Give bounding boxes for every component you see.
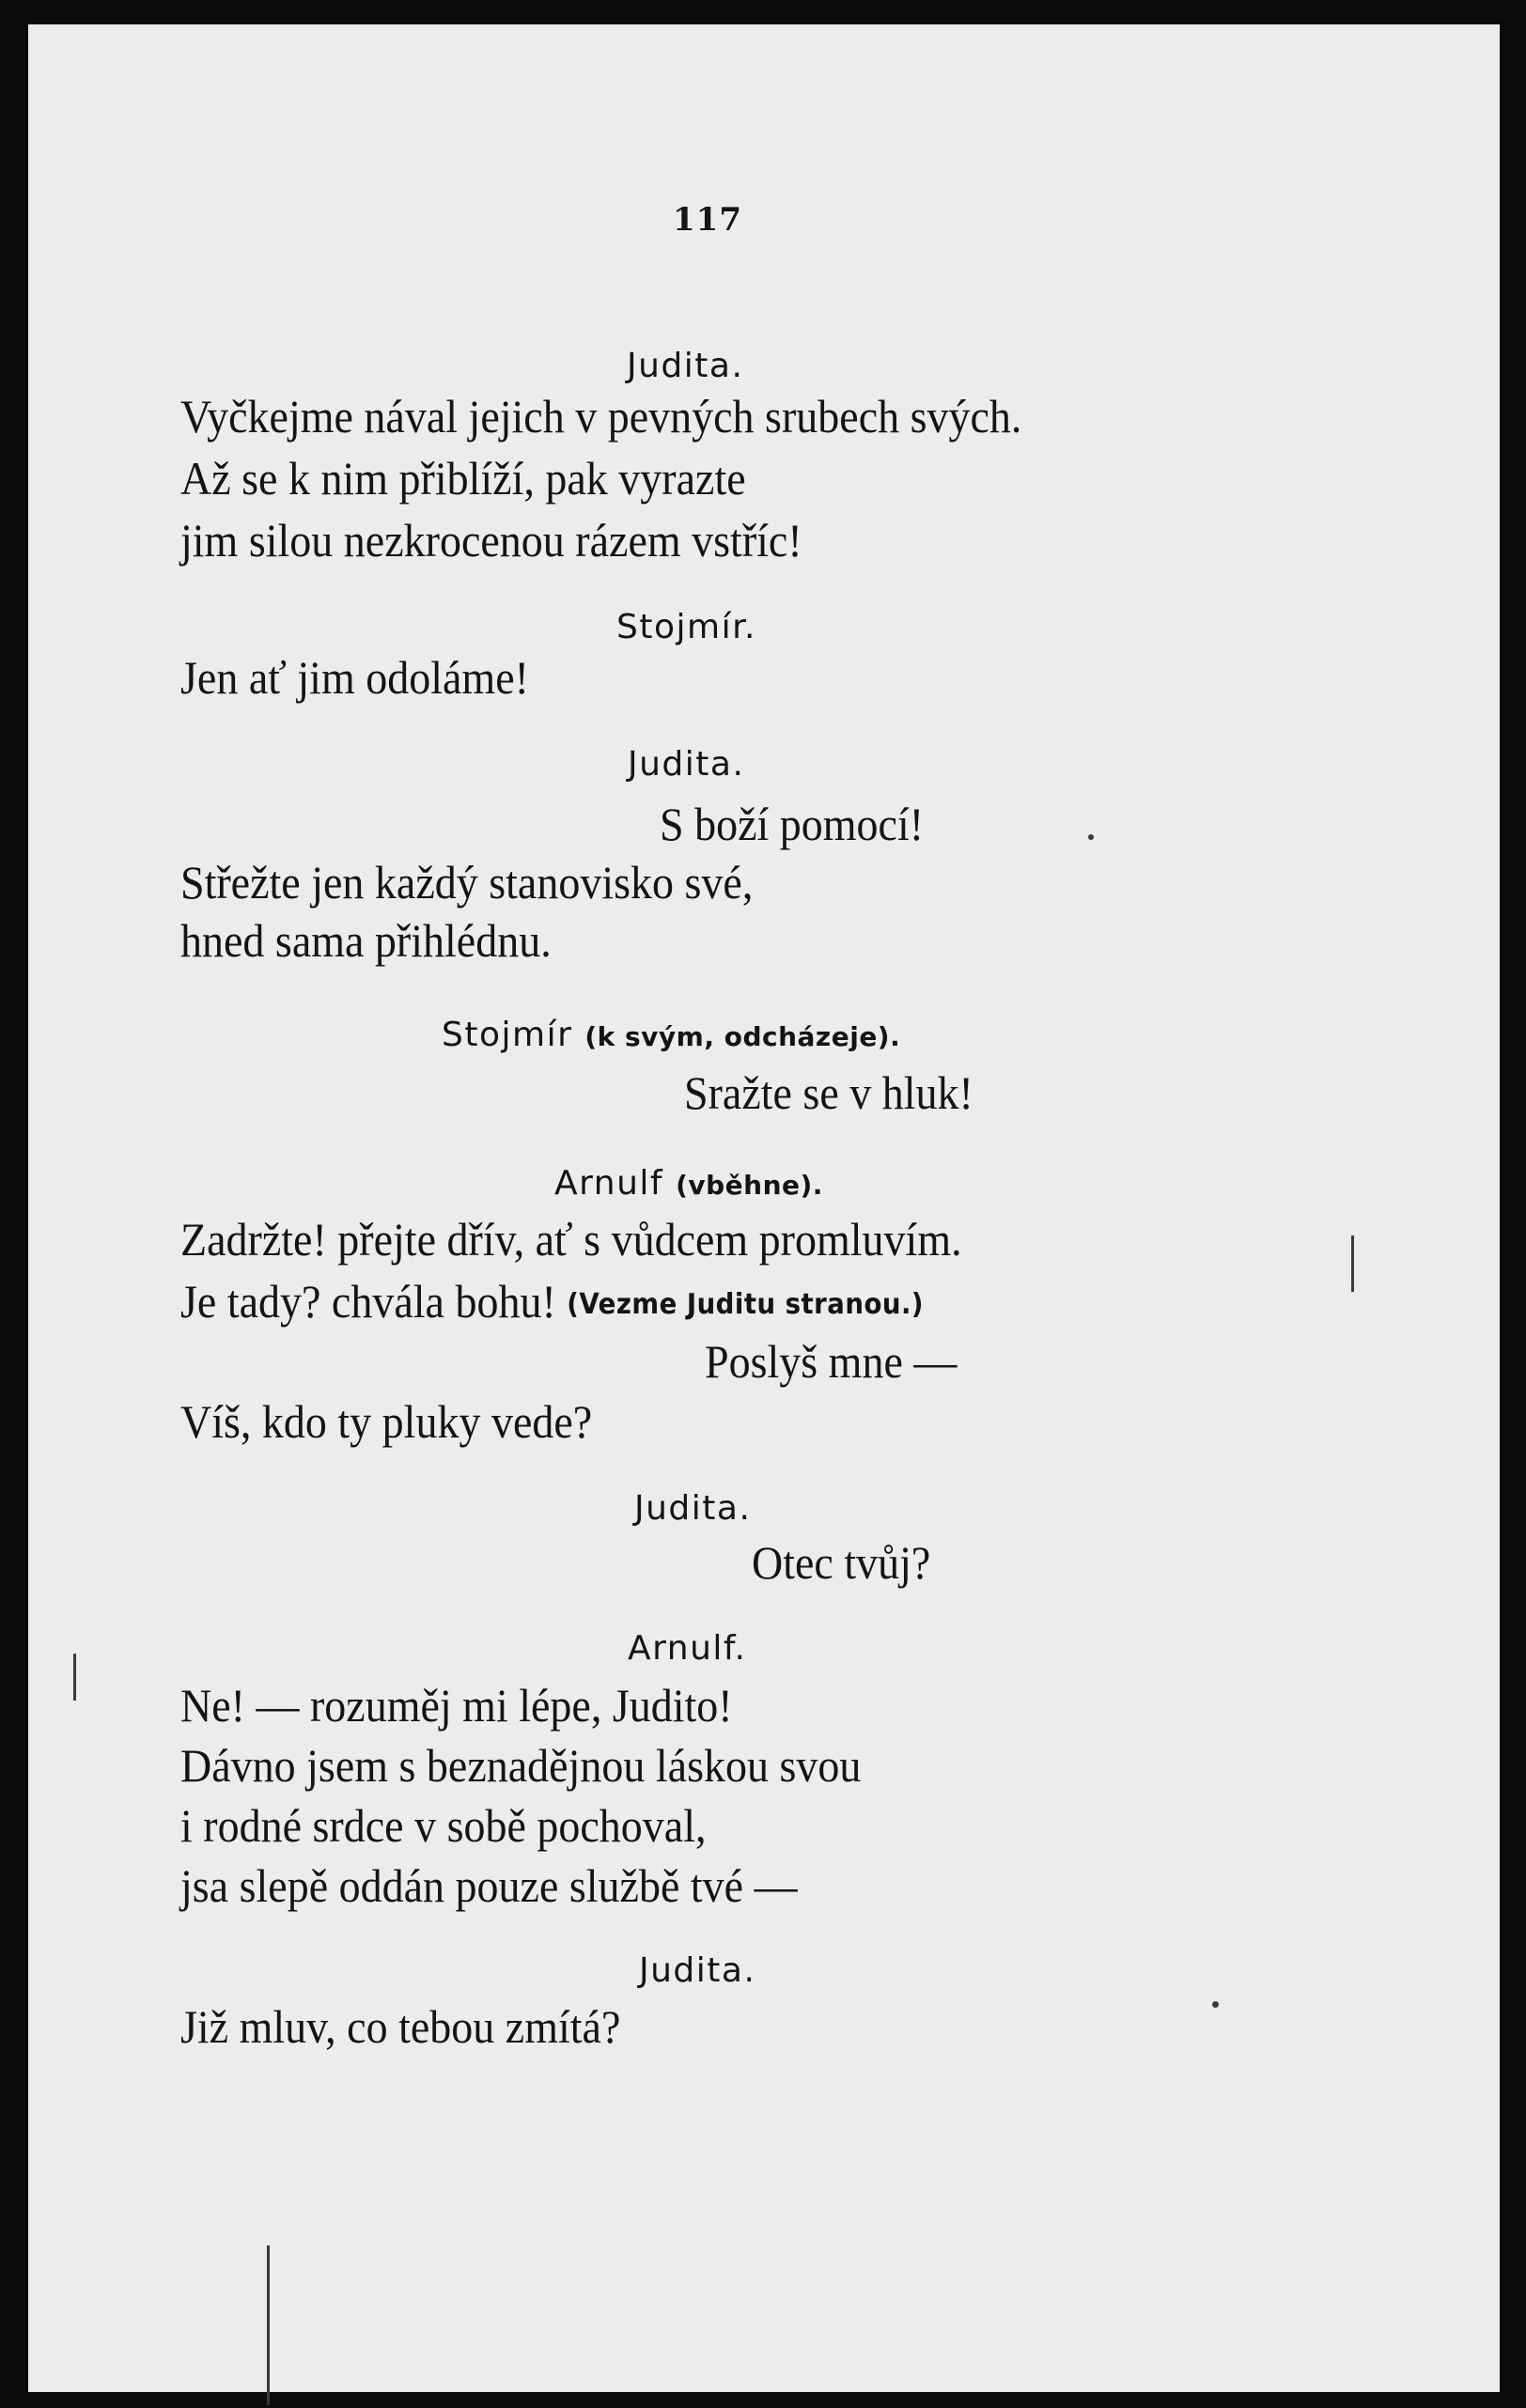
verse-line: i rodné srdce v sobě pochoval, <box>180 1799 707 1852</box>
scan-speck <box>73 1654 76 1701</box>
verse-line: Dávno jsem s beznadějnou láskou svou <box>180 1739 862 1792</box>
verse-line: S boží pomocí! <box>660 798 925 850</box>
speaker-name: Judita. <box>628 745 745 784</box>
stage-direction: (k svým, odcházeje). <box>584 1021 901 1052</box>
verse-line: Sražte se v hluk! <box>684 1066 973 1119</box>
verse-line: Jen ať jim odoláme! <box>180 651 529 704</box>
page-number: 117 <box>673 201 742 239</box>
verse-line: hned sama přihlédnu. <box>180 914 552 967</box>
speaker-name: Stojmír <box>442 1016 573 1054</box>
speaker-name: Judita. <box>639 1951 756 1990</box>
speaker-name: Stojmír. <box>616 608 757 646</box>
verse-line: jim silou nezkrocenou rázem vstříc! <box>180 514 802 567</box>
speaker-name: Arnulf. <box>628 1629 747 1668</box>
scan-speck <box>1088 834 1094 840</box>
speaker-line <box>442 1018 900 1052</box>
speaker-name: Judita. <box>634 1489 752 1528</box>
verse-line: Zadržte! přejte dřív, ať s vůdcem promluvím. <box>180 1213 962 1266</box>
verse-line <box>180 1275 925 1328</box>
scan-speck <box>267 2245 270 2405</box>
speaker-name: Arnulf <box>554 1164 664 1203</box>
verse-line: Střežte jen každý stanovisko své, <box>180 856 754 909</box>
verse-line: jsa slepě oddán pouze službě tvé — <box>180 1859 798 1912</box>
verse-line: Ne! — rozuměj mi lépe, Judito! <box>180 1679 733 1732</box>
speaker-line <box>554 1164 823 1203</box>
stage-direction: (vběhne). <box>676 1170 823 1201</box>
verse-line: Víš, kdo ty pluky vede? <box>180 1395 593 1448</box>
scan-speck <box>1212 2001 1219 2008</box>
verse-line: Poslyš mne — <box>705 1335 958 1388</box>
verse-line: Vyčkejme nával jejich v pevných srubech svých. <box>180 390 1022 443</box>
verse-line: Otec tvůj? <box>752 1536 931 1589</box>
verse-line: Až se k nim přiblíží, pak vyrazte <box>180 452 746 505</box>
stage-direction: (Vezme Juditu stranou.) <box>567 1288 925 1321</box>
speaker-name: Judita. <box>627 347 744 385</box>
verse-text: Je tady? chvála bohu! <box>180 1275 556 1328</box>
scan-speck <box>1351 1235 1354 1292</box>
verse-line: Již mluv, co tebou zmítá? <box>180 2000 621 2053</box>
